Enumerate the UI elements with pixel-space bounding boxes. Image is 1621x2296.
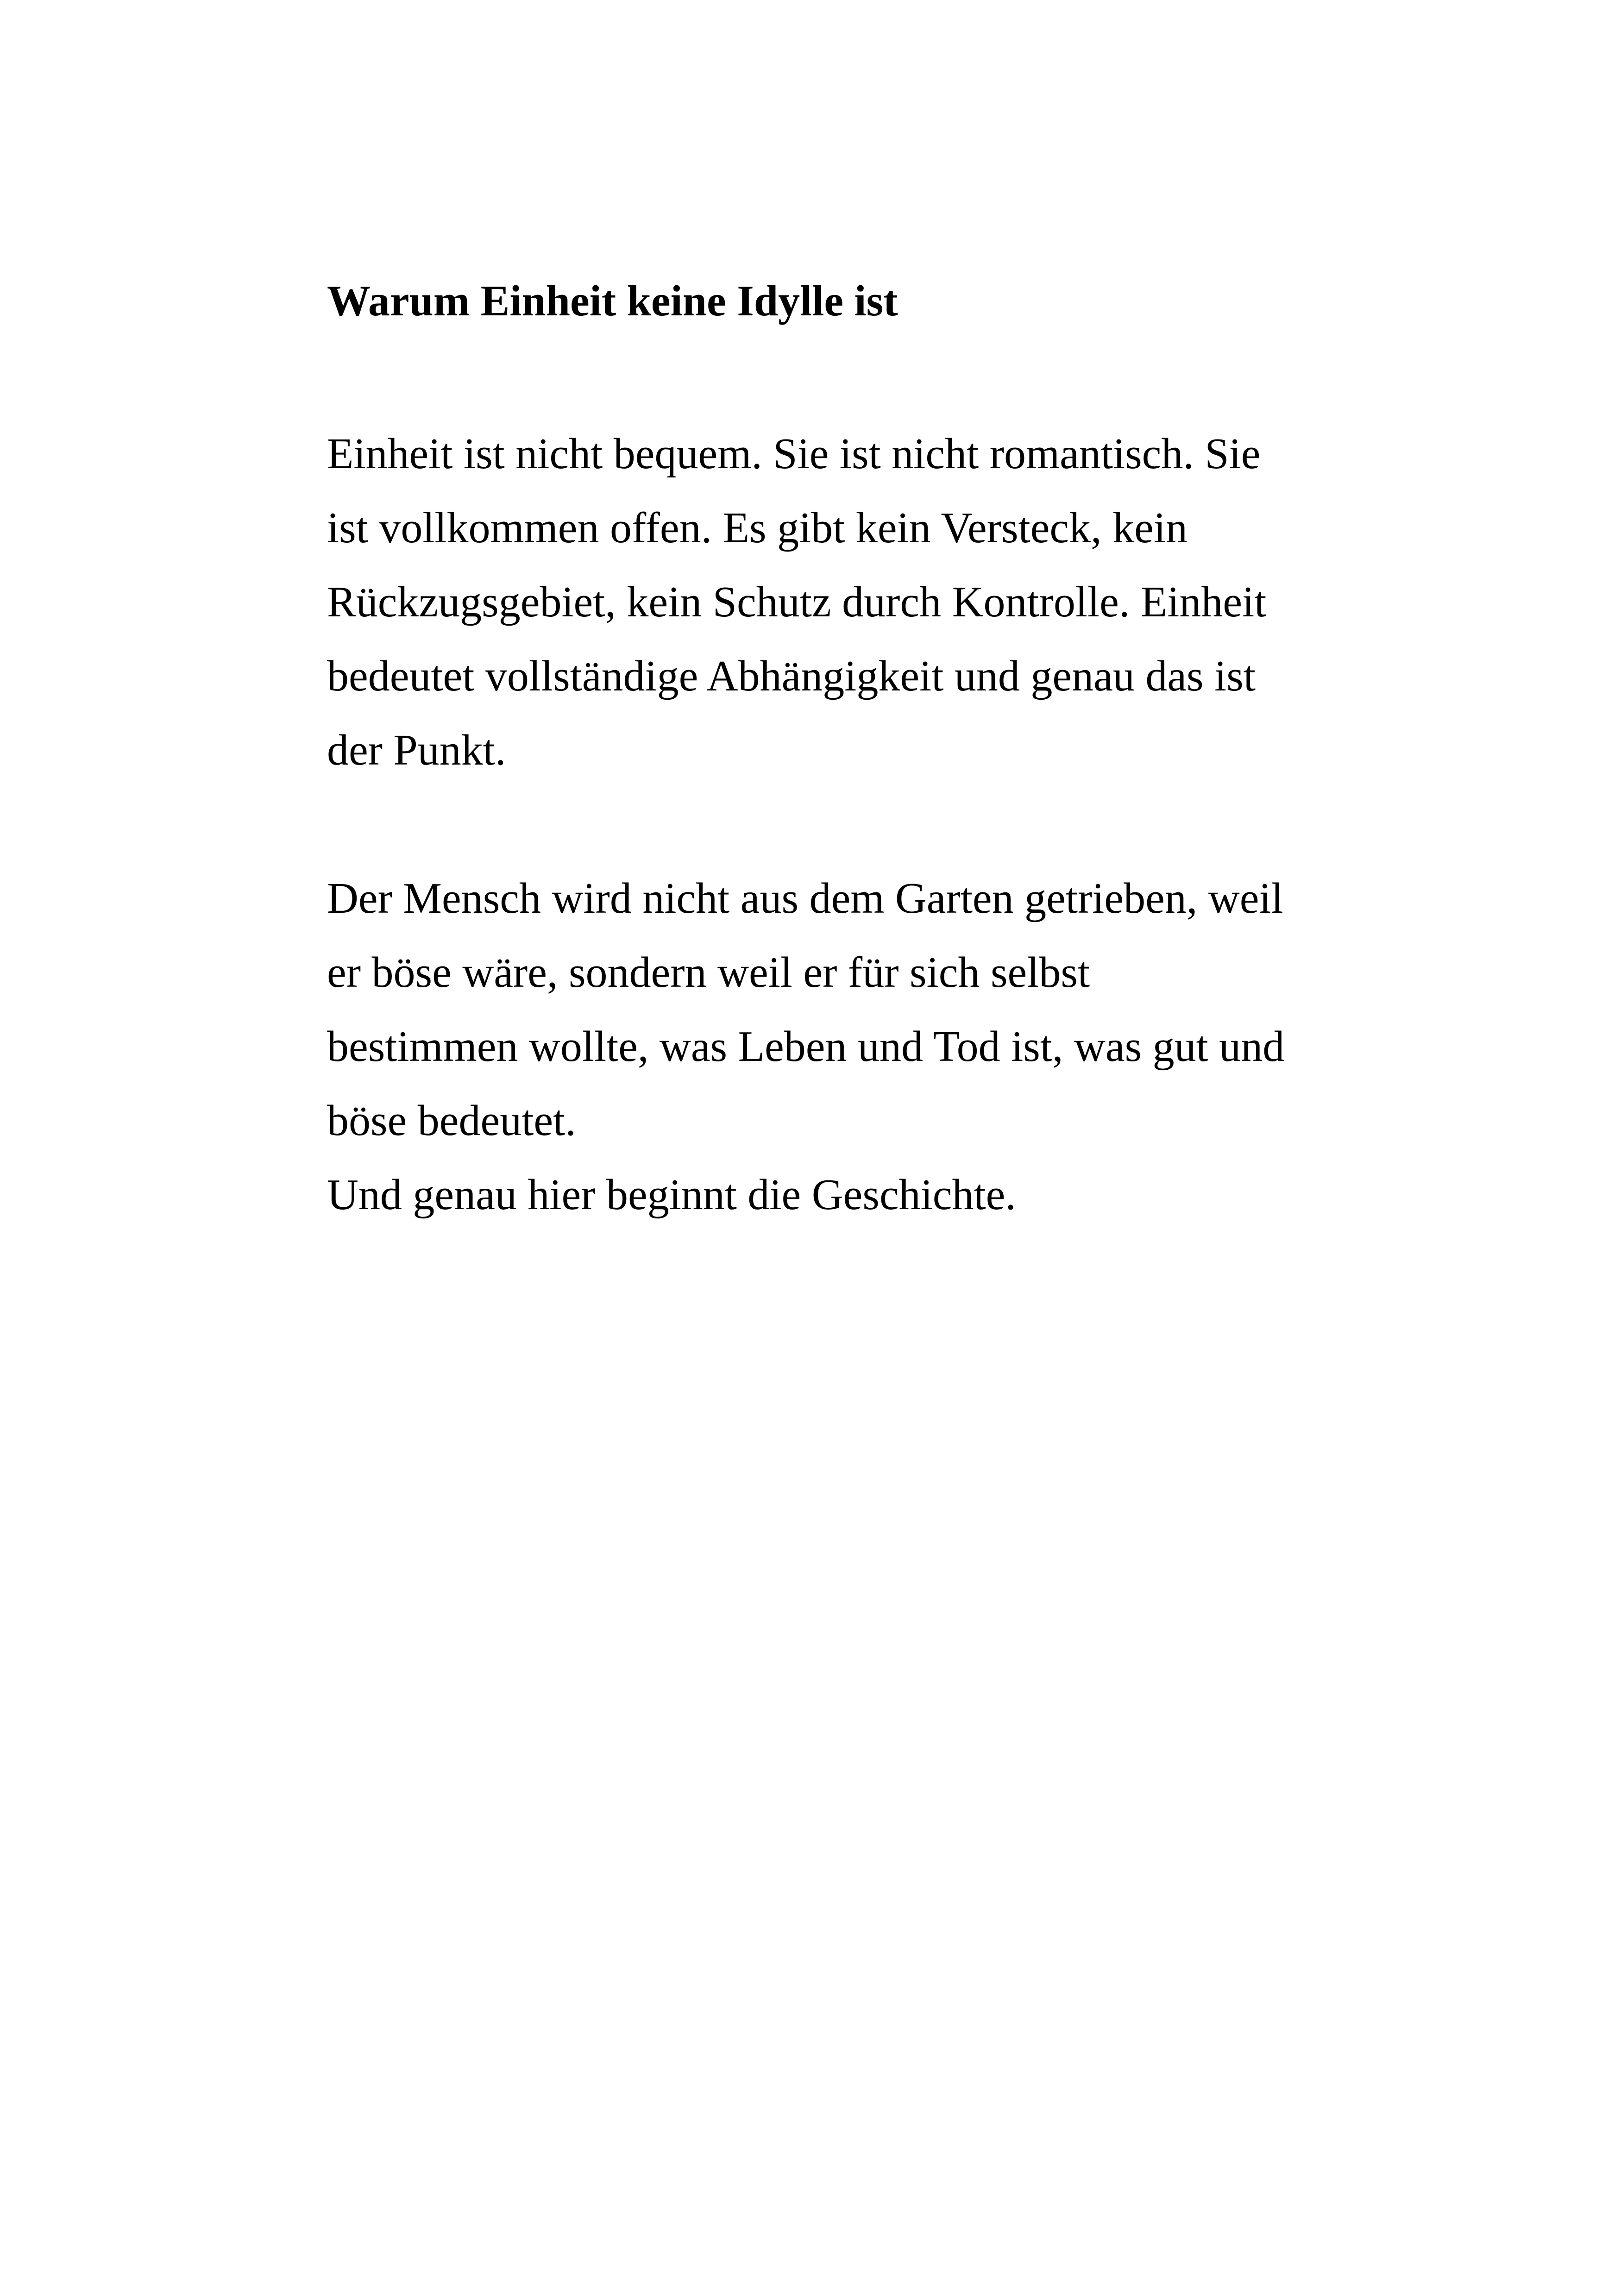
paragraph-line: Rückzugsgebiet, kein Schutz durch Kontrolle. Einheit [327,578,1267,626]
paragraph-line: Und genau hier beginnt die Geschichte. [327,1171,1016,1219]
paragraph-line: der Punkt. [327,726,506,774]
paragraph-line: bedeutet vollständige Abhängigkeit und genau das ist [327,652,1256,700]
paragraph-line: Einheit ist nicht bequem. Sie ist nicht romantisch. Sie [327,430,1261,478]
paragraph-line: ist vollkommen offen. Es gibt kein Versteck, kein [327,504,1187,552]
page-title: Warum Einheit keine Idylle ist [327,277,898,325]
paragraph-line: er böse wäre, sondern weil er für sich selbst [327,948,1090,997]
paragraph-line: Der Mensch wird nicht aus dem Garten getrieben, weil [327,874,1283,922]
paragraph-line: bestimmen wollte, was Leben und Tod ist, was gut und [327,1023,1285,1071]
paragraph-1 [327,417,1392,787]
paragraph-line: böse bedeutet. [327,1097,576,1145]
paragraph-2 [327,861,1392,1232]
page-content [327,271,1392,1232]
